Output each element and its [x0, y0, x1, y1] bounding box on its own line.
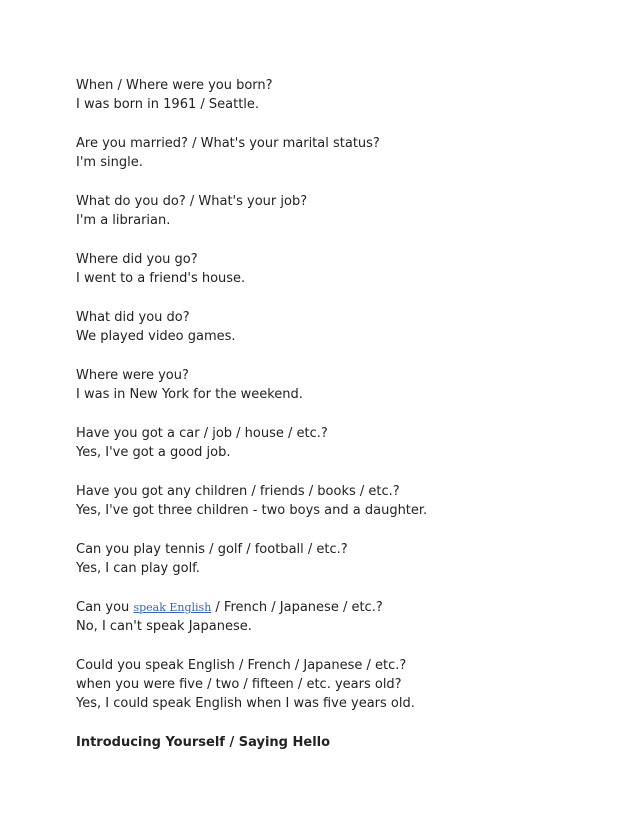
- question-suffix: / French / Japanese / etc.?: [211, 600, 383, 615]
- question: Have you got any children / friends / books / etc.?: [76, 484, 400, 499]
- answer: I went to a friend's house.: [76, 271, 246, 286]
- section-heading: Introducing Yourself / Saying Hello: [76, 735, 331, 750]
- qa-could-speak: [76, 656, 596, 713]
- answer: I was in New York for the weekend.: [76, 387, 303, 402]
- speak-english-link[interactable]: speak English: [133, 601, 212, 614]
- qa-born: [76, 76, 596, 114]
- qa-what-do: [76, 308, 596, 346]
- question: Can you play tennis / golf / football / etc.?: [76, 542, 348, 557]
- question: What do you do? / What's your job?: [76, 194, 308, 209]
- qa-where-were: [76, 366, 596, 404]
- question: Where were you?: [76, 368, 189, 383]
- answer: I'm single.: [76, 155, 143, 170]
- qa-play-tennis: [76, 540, 596, 578]
- question-prefix: Can you: [76, 600, 134, 615]
- qa-got-children: [76, 482, 596, 520]
- qa-job: [76, 192, 596, 230]
- answer: Yes, I can play golf.: [76, 561, 200, 576]
- question: Could you speak English / French / Japanese / etc.?: [76, 658, 407, 673]
- answer: Yes, I've got a good job.: [76, 445, 231, 460]
- question: Where did you go?: [76, 252, 198, 267]
- qa-where-go: [76, 250, 596, 288]
- question: Have you got a car / job / house / etc.?: [76, 426, 328, 441]
- answer: We played video games.: [76, 329, 236, 344]
- answer: I was born in 1961 / Seattle.: [76, 97, 260, 112]
- question: [76, 598, 596, 617]
- question-continued: when you were five / two / fifteen / etc. years old?: [76, 677, 402, 692]
- answer: Yes, I've got three children - two boys and a daughter.: [76, 503, 428, 518]
- document-page: [76, 76, 596, 752]
- question: Are you married? / What's your marital status?: [76, 136, 380, 151]
- question: When / Where were you born?: [76, 78, 273, 93]
- question: What did you do?: [76, 310, 190, 325]
- answer: No, I can't speak Japanese.: [76, 619, 252, 634]
- qa-married: [76, 134, 596, 172]
- answer: I'm a librarian.: [76, 213, 171, 228]
- qa-speak-english: [76, 598, 596, 636]
- qa-got-car: [76, 424, 596, 462]
- answer: Yes, I could speak English when I was five years old.: [76, 696, 415, 711]
